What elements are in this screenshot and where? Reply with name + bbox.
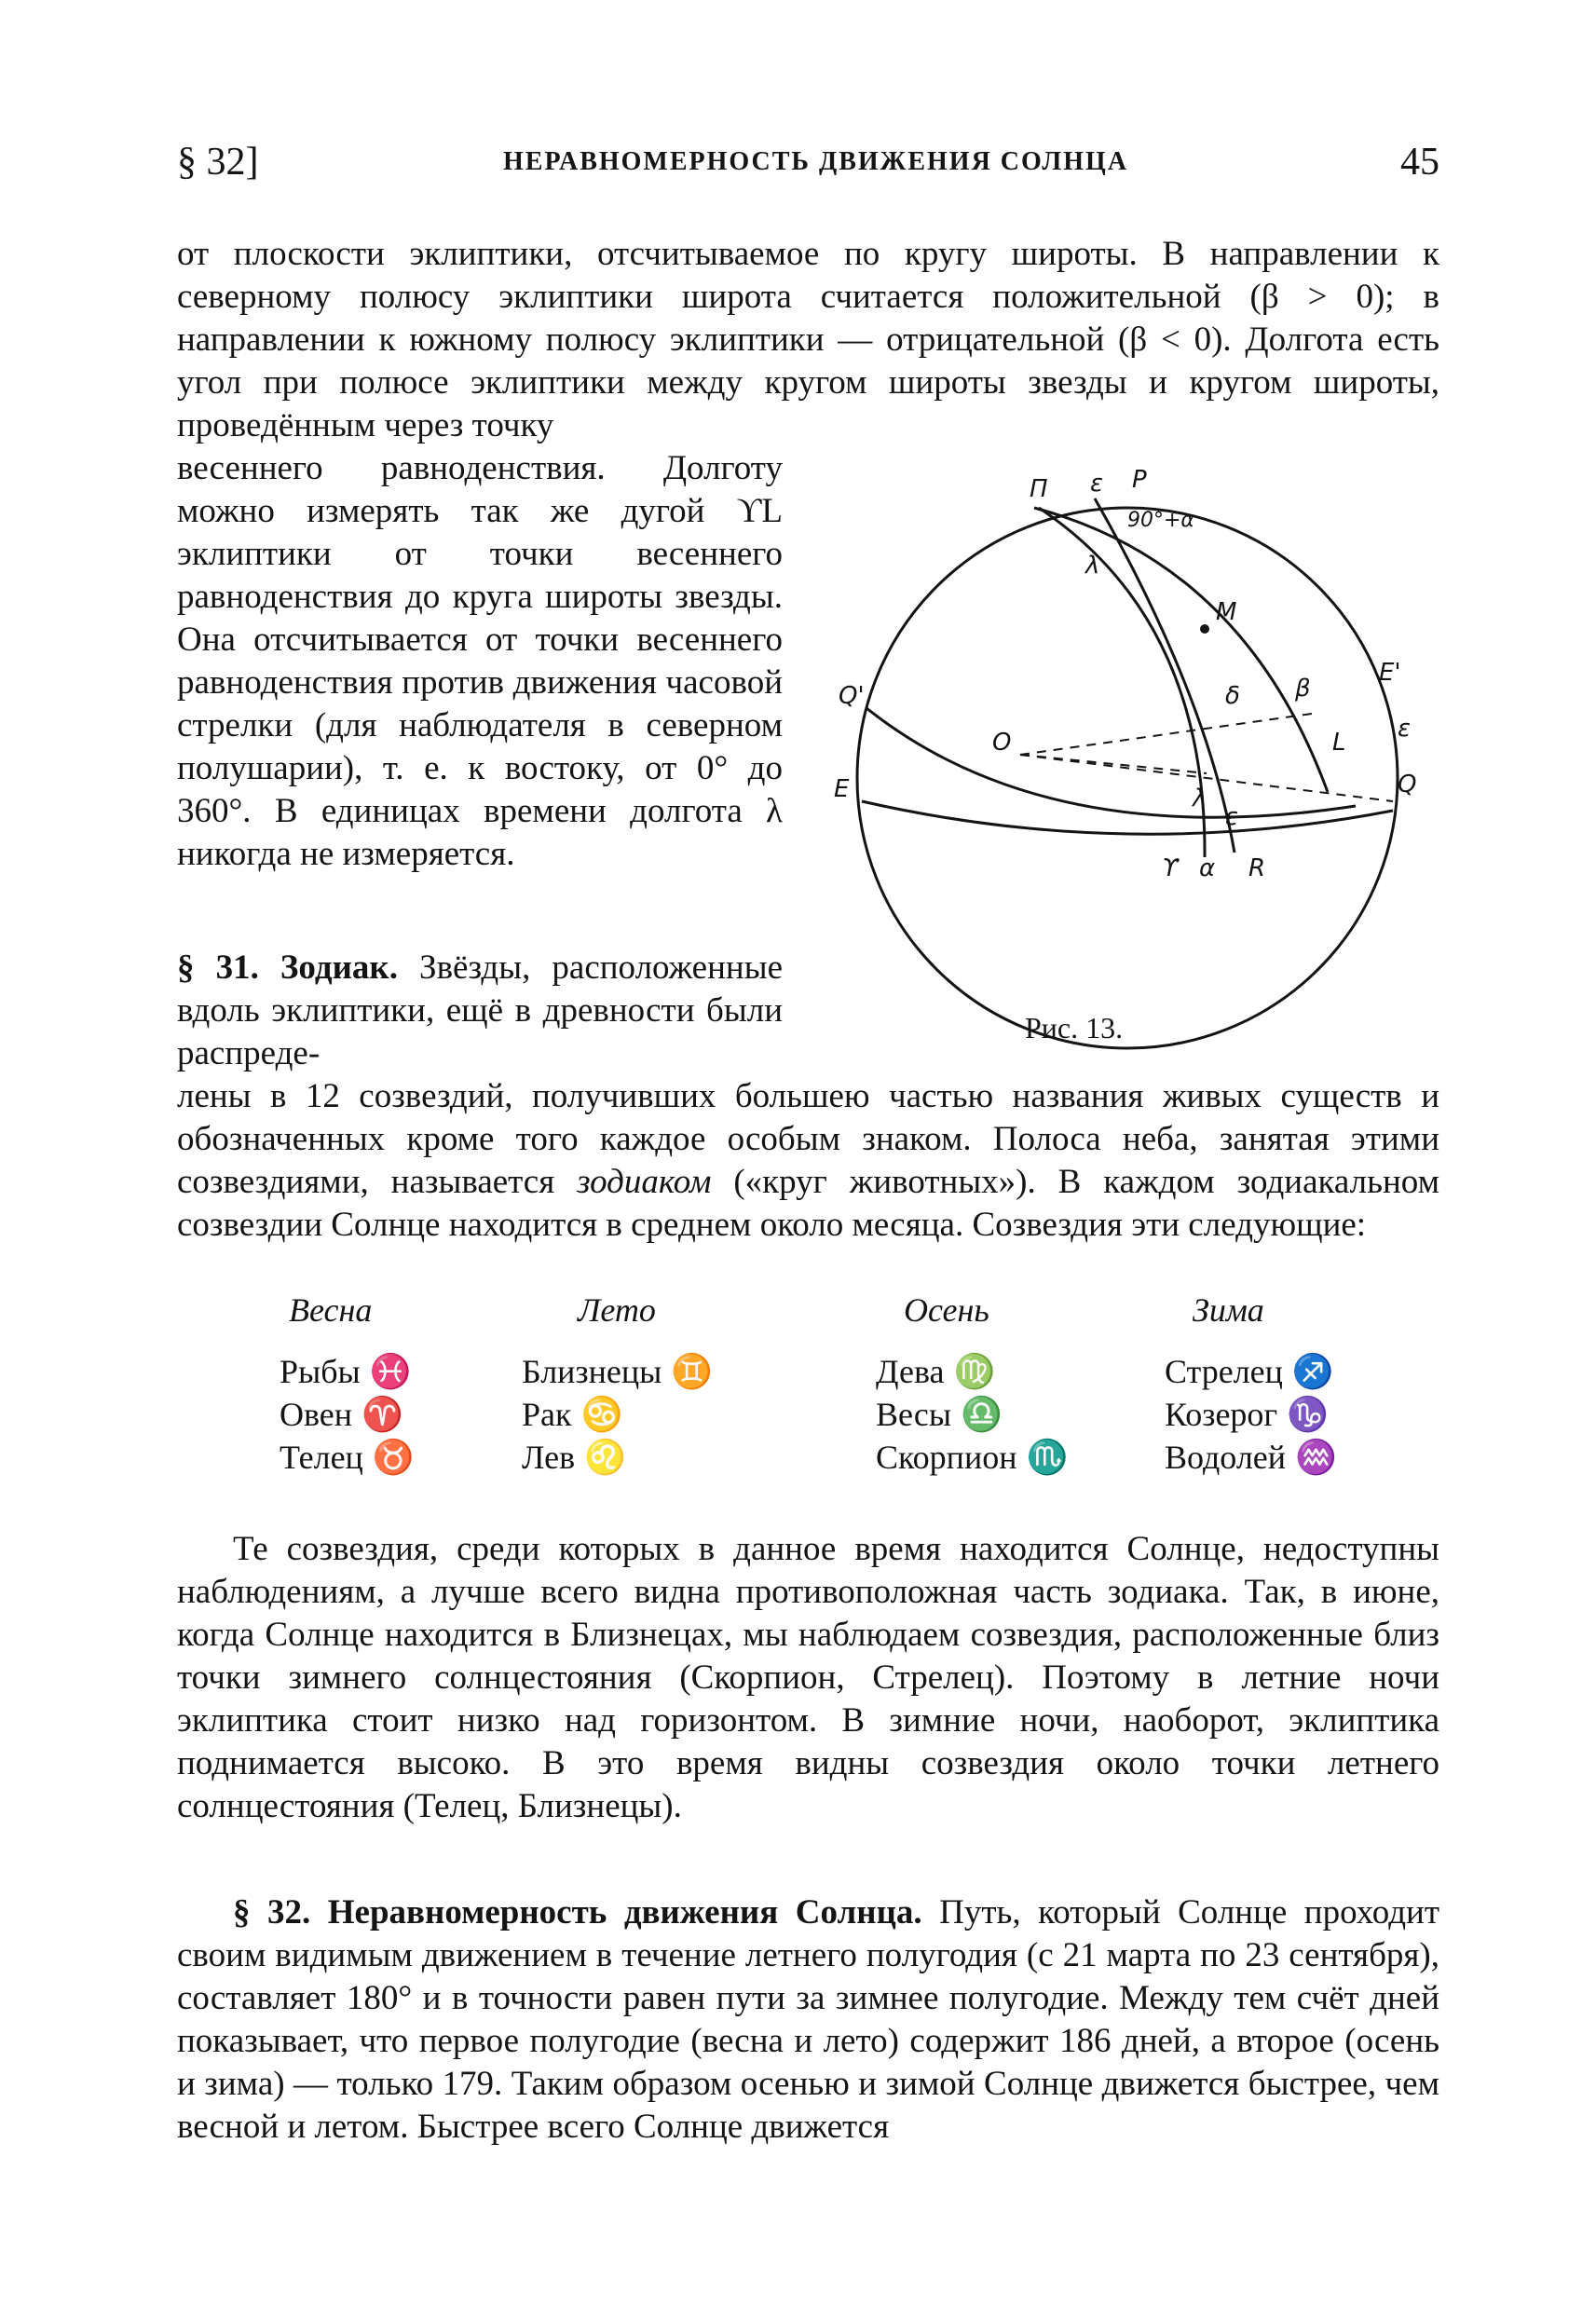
zodiac-label: Лев: [522, 1439, 576, 1476]
zodiac-item: [280, 1436, 559, 1479]
label-arc: 90°+α: [1127, 509, 1194, 532]
zodiac-column-spring: [280, 1290, 559, 1479]
label-p-upper: П: [1030, 475, 1048, 503]
season-heading: Лето: [578, 1291, 656, 1329]
label-e-prime: E': [1379, 659, 1401, 687]
declination-arc: [1095, 498, 1235, 853]
zodiac-label: Рак: [522, 1396, 572, 1433]
label-aries: ϒ: [1162, 854, 1180, 882]
label-beta: β: [1295, 675, 1311, 703]
label-p: P: [1132, 466, 1147, 494]
label-delta: δ: [1225, 682, 1240, 710]
season-heading: Зима: [1193, 1291, 1264, 1329]
label-r: R: [1248, 854, 1266, 882]
section-32: [177, 1891, 1439, 2149]
zodiac-label: Стрелец: [1165, 1353, 1283, 1390]
virgo-icon: ♍: [953, 1353, 996, 1390]
section-31-narrow: [177, 947, 783, 1075]
paragraph-1-full: от плоскости эклиптики, отсчитываемое по кругу широты. В направлении к северному полюсу эклиптики широта считается положительной (β > 0); в направлении к южному полюсу эклиптики — отрицательной (β < 0). Долгота есть угол при полюсе эклиптики между кругом широты звезды и кругом широты, проведённым через точку: [177, 235, 1439, 444]
header-title: НЕРАВНОМЕРНОСТЬ ДВИЖЕНИЯ СОЛНЦА: [503, 147, 1129, 176]
section-31-text-narrow: Звёзды, расположенные вдоль эклиптики, ещё в древности были распреде-: [177, 949, 783, 1072]
hour-circle-arc: [1039, 508, 1205, 857]
leo-icon: ♌: [584, 1439, 626, 1476]
section-32-heading: § 32. Неравномерность движения Солнца.: [233, 1893, 922, 1932]
season-heading: Осень: [904, 1291, 989, 1329]
zodiac-label: Овен: [280, 1396, 353, 1433]
zodiac-label: Рыбы: [280, 1353, 361, 1390]
section-32-text: Путь, который Солнце проходит своим видимым движением в течение летнего полугодия (с 21 марта по 23 сентября), составляет 180° и в точности равен пути за зимнее полугодие. Между тем счёт дней показывает, что первое полугодие (весна и лето) содержит 186 дней, а второе (осень и зима) — только 179. Таким образом осенью и зимой Солнце движется быстрее, чем весной и летом. Быстрее всего Солнце движется: [177, 1893, 1440, 2146]
label-l: L: [1332, 729, 1346, 757]
zodiac-item: [522, 1393, 801, 1436]
dashed-line-upper: [1020, 713, 1318, 755]
section-31-text-before: лены в 12 созвездий, получивших большею частью названия живых существ и обозначенных кроме того каждое особым знаком. Полоса неба, занятая этими созвездиями, называется: [177, 1077, 1439, 1201]
section-31-heading: § 31. Зодиак.: [177, 949, 398, 987]
zodiac-item: [1165, 1436, 1444, 1479]
latitude-circle-arc: [1034, 508, 1328, 792]
zodiac-item: [280, 1350, 559, 1393]
section-31-term: зодиаком: [577, 1163, 712, 1201]
libra-icon: ♎: [961, 1396, 1003, 1433]
zodiac-label: Дева: [876, 1353, 945, 1390]
scorpio-icon: ♏: [1026, 1439, 1069, 1476]
label-lambda-bottom: λ: [1193, 785, 1207, 812]
capricorn-icon: ♑: [1287, 1396, 1330, 1433]
label-alpha: α: [1199, 854, 1216, 882]
aries-icon: ♈: [361, 1396, 403, 1433]
label-m: M: [1216, 598, 1237, 626]
dashed-line-to-m: [1020, 755, 1207, 773]
zodiac-column-winter: [1165, 1290, 1444, 1479]
zodiac-item: [280, 1393, 559, 1436]
zodiac-label: Весы: [876, 1396, 952, 1433]
label-e: E: [834, 775, 850, 803]
celestial-sphere-diagram: [834, 452, 1421, 1067]
zodiac-label: Близнецы: [522, 1353, 662, 1390]
page-number: 45: [1400, 141, 1439, 184]
zodiac-item: [876, 1393, 1155, 1436]
sagittarius-icon: ♐: [1291, 1353, 1334, 1390]
zodiac-item: [876, 1350, 1155, 1393]
paragraph-1-narrow: весеннего равноденствия. Долготу можно измерять так же дугой ϒL эклиптики от точки весеннего равноденствия до круга широты звезды. Она отсчитывается от точки весеннего равноденствия против движения часовой стрелки (для наблюдателя в северном полушарии), т. е. к востоку, от 0° до 360°. В единицах времени долгота λ никогда не измеряется.: [177, 449, 783, 873]
equator-arc: [862, 801, 1393, 834]
zodiac-item: [522, 1436, 801, 1479]
zodiac-item: [876, 1436, 1155, 1479]
zodiac-item: [522, 1350, 801, 1393]
point-m: [1200, 624, 1209, 634]
zodiac-item: [1165, 1350, 1444, 1393]
zodiac-label: Козерог: [1165, 1396, 1278, 1433]
gemini-icon: ♊: [671, 1353, 714, 1390]
ecliptic-arc: [866, 708, 1356, 817]
label-q: Q: [1398, 771, 1417, 799]
pisces-icon: ♓: [369, 1353, 412, 1390]
zodiac-table: [280, 1290, 1398, 1505]
aquarius-icon: ♒: [1295, 1439, 1337, 1476]
zodiac-label: Водолей: [1165, 1439, 1287, 1476]
zodiac-column-summer: [522, 1290, 801, 1479]
label-epsilon-top: ε: [1090, 470, 1104, 498]
label-o: O: [992, 729, 1012, 757]
label-lambda-top: λ: [1085, 552, 1100, 580]
paragraph-3: Те созвездия, среди которых в данное время находится Солнце, недоступны наблюдениям, а лучше всего видна противоположная часть зодиака. Так, в июне, когда Солнце находится в Близнецах, мы наблюдаем созвездия, расположенные близ точки зимнего солнцестояния (Скорпион, Стрелец). Поэтому в летние ночи эклиптика стоит низко над горизонтом. В зимние ночи, наоборот, эклиптика поднимается высоко. В это время видны созвездия около точки летнего солнцестояния (Телец, Близнецы).: [177, 1530, 1439, 1825]
header-section: § 32]: [177, 141, 259, 184]
label-q-prime: Q': [839, 682, 865, 710]
section-31-text-after: («круг животных»). В каждом зодиакальном созвездии Солнце находится в среднем около месяца. Созвездия эти следующие:: [177, 1163, 1440, 1244]
running-header: [177, 140, 1439, 196]
cancer-icon: ♋: [580, 1396, 623, 1433]
label-epsilon-bottom: ε: [1225, 803, 1239, 831]
zodiac-item: [1165, 1393, 1444, 1436]
figure-13: [834, 452, 1421, 1067]
zodiac-label: Телец: [280, 1439, 363, 1476]
season-heading: Весна: [289, 1291, 373, 1329]
zodiac-label: Скорпион: [876, 1439, 1017, 1476]
figure-caption: Рис. 13.: [1025, 1011, 1124, 1044]
section-31-wide: [177, 1075, 1439, 1247]
zodiac-column-autumn: [876, 1290, 1155, 1479]
label-epsilon-right: ε: [1398, 715, 1412, 743]
taurus-icon: ♉: [372, 1439, 415, 1476]
